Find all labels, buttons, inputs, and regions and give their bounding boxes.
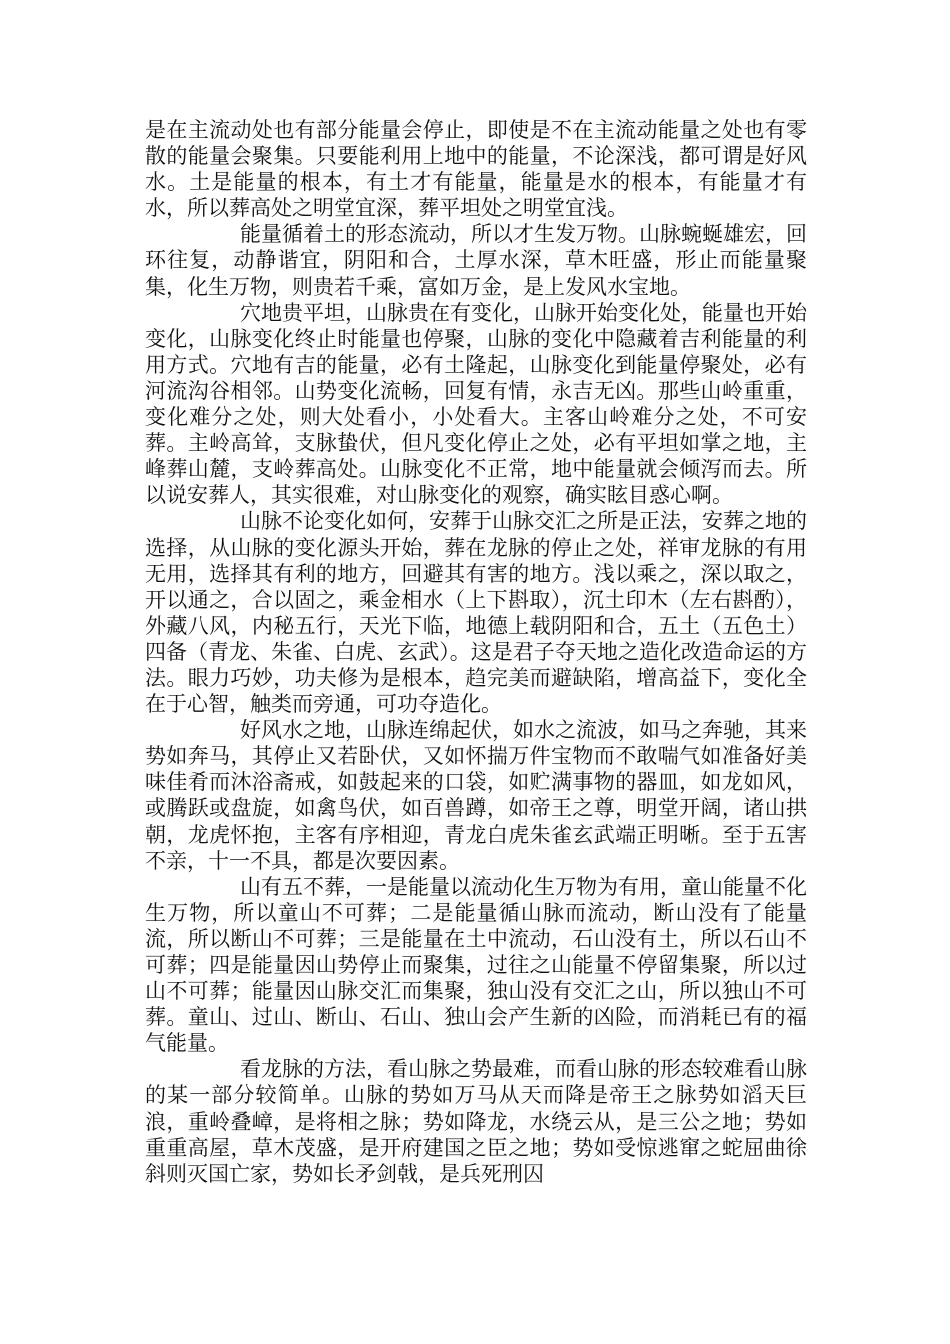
document-body	[145, 117, 807, 1187]
paragraph-7: 看龙脉的方法，看山脉之势最难，而看山脉的形态较难看山脉的某一部分较简单。山脉的势如万马从天而降是帝王之脉势如滔天巨浪，重岭叠嶂，是将相之脉；势如降龙，水绕云从，是三公之地；势如重重高屋，草木茂盛，是开府建国之臣之地；势如受惊逃窜之蛇屈曲徐斜则灭国亡家，势如长矛剑戟，是兵死刑囚	[145, 1057, 807, 1186]
paragraph-1: 是在主流动处也有部分能量会停止，即使是不在主流动能量之处也有零散的能量会聚集。只要能利用上地中的能量，不论深浅，都可谓是好风水。土是能量的根本，有土才有能量，能量是水的根本，有能量才有水，所以葬高处之明堂宜深，葬平坦处之明堂宜浅。	[145, 118, 807, 221]
paragraph-4: 山脉不论变化如何，安葬于山脉交汇之所是正法，安葬之地的选择，从山脉的变化源头开始，葬在龙脉的停止之处，祥审龙脉的有用无用，选择其有利的地方，回避其有害的地方。浅以乘之，深以取之，开以通之，合以固之，乘金相水（上下斟取），沉土印木（左右斟酌），外藏八风，内秘五行，天光下临，地德上载阴阳和合，五土（五色土）四备（青龙、朱雀、白虎、玄武）。这是君子夺天地之造化改造命运的方法。眼力巧妙，功夫修为是根本，趋完美而避缺陷，增高益下，变化全在于心智，触类而旁通，可功夺造化。	[145, 509, 807, 717]
paragraph-5: 好风水之地，山脉连绵起伏，如水之流波，如马之奔驰，其来势如奔马，其停止又若卧伏，又如怀揣万件宝物而不敢喘气如准备好美味佳肴而沐浴斋戒，如鼓起来的口袋，如贮满事物的器皿，如龙如风，或腾跃或盘旋，如禽鸟伏，如百兽蹲，如帝王之尊，明堂开阔，诸山拱朝，龙虎怀抱，主客有序相迎，青龙白虎朱雀玄武端正明晰。至于五害不亲，十一不具，都是次要因素。	[145, 718, 807, 873]
paragraph-2: 能量循着土的形态流动，所以才生发万物。山脉蜿蜒雄宏，回环往复，动静谐宜，阴阳和合，土厚水深，草木旺盛，形止而能量聚集，化生万物，则贵若千乘，富如万金，是上发风水宝地。	[145, 222, 807, 299]
paragraph-3: 穴地贵平坦，山脉贵在有变化，山脉开始变化处，能量也开始变化，山脉变化终止时能量也停聚，山脉的变化中隐藏着吉利能量的利用方式。穴地有吉的能量，必有土隆起，山脉变化到能量停聚处，必有河流沟谷相邻。山势变化流畅，回复有情，永吉无凶。那些山岭重重，变化难分之处，则大处看小，小处看大。主客山岭难分之处，不可安葬。主岭高耸，支脉蛰伏，但凡变化停止之处，必有平坦如掌之地，主峰葬山麓，支岭葬高处。山脉变化不正常，地中能量就会倾泻而去。所以说安葬人，其实很难，对山脉变化的观察，确实眩目惑心啊。	[145, 300, 807, 508]
paragraph-6: 山有五不葬，一是能量以流动化生万物为有用，童山能量不化生万物，所以童山不可葬；二是能量循山脉而流动，断山没有了能量流，所以断山不可葬；三是能量在土中流动，石山没有土，所以石山不可葬；四是能量因山势停止而聚集，过往之山能量不停留集聚，所以过山不可葬；能量因山脉交汇而集聚，独山没有交汇之山，所以独山不可葬。童山、过山、断山、石山、独山会产生新的凶险，而消耗已有的福气能量。	[145, 874, 807, 1056]
